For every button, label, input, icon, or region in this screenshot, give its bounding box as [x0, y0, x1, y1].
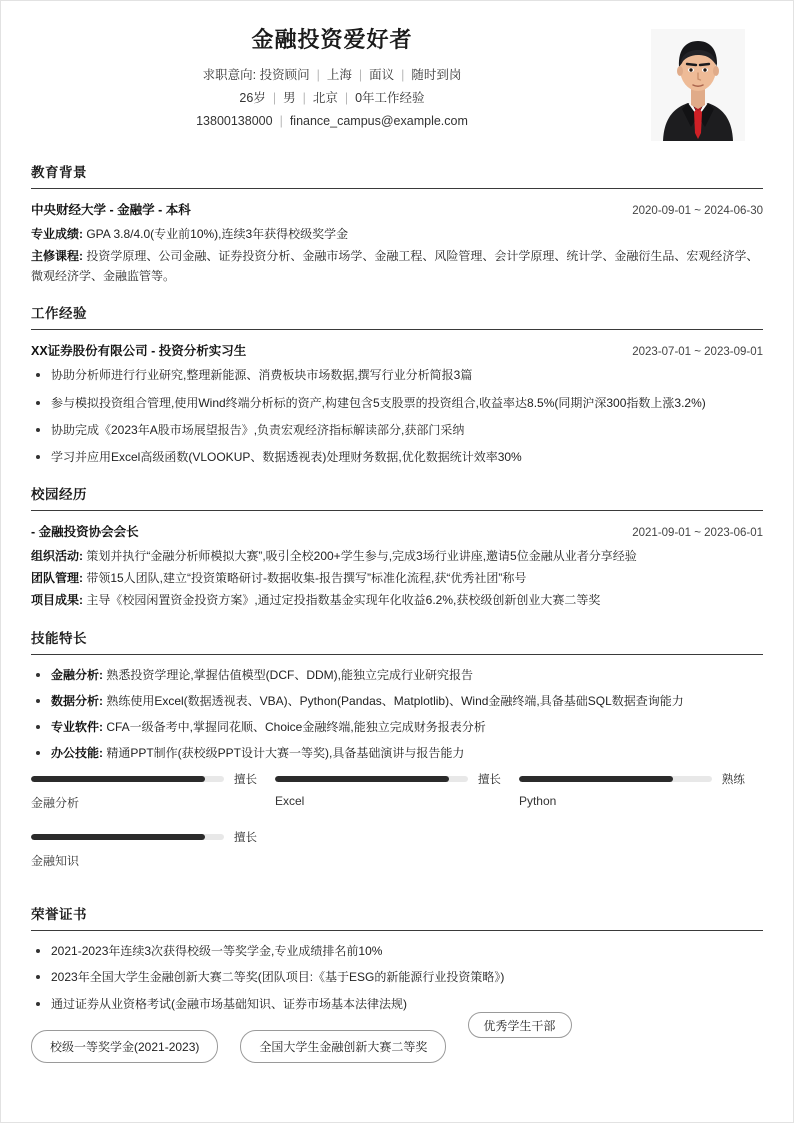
section-divider	[31, 654, 763, 655]
contact-phone[interactable]: 13800138000	[196, 114, 273, 129]
entry-head	[31, 200, 763, 218]
skill-bar-item	[31, 771, 275, 811]
skill-bar-track	[519, 776, 712, 782]
skill-bar-track	[31, 834, 224, 840]
skill-bar-label: 金融知识	[31, 854, 80, 869]
page-title: 金融投资爱好者	[251, 27, 413, 52]
education-detail-key: 专业成绩:	[31, 227, 83, 241]
section-title-skills: 技能特长	[31, 630, 87, 646]
list-item: 2023年全国大学生金融创新大赛二等奖(团队项目:《基于ESG的新能源行业投资策略》)	[31, 968, 763, 987]
education-entry-date: 2020-09-01 ~ 2024-06-30	[632, 205, 763, 217]
personal-age: 26岁	[239, 91, 266, 106]
skill-key: 金融分析:	[51, 667, 103, 682]
skill-bar-level: 熟练	[721, 774, 745, 787]
separator-icon: |	[279, 114, 283, 129]
skill-bar-label: 金融分析	[31, 796, 80, 811]
skill-bar-level: 擅长	[233, 774, 257, 787]
job-intent-salary: 面议	[369, 68, 395, 83]
skill-bar-fill	[519, 776, 673, 782]
honors-tag-group	[31, 1018, 763, 1063]
avatar-illustration-icon	[651, 29, 745, 141]
personal-experience: 0年工作经验	[355, 91, 425, 106]
status-badge[interactable]: 全国大学生金融创新大赛二等奖	[240, 1030, 446, 1063]
skill-key: 办公技能:	[51, 746, 103, 761]
status-badge[interactable]: 优秀学生干部	[468, 1012, 572, 1038]
skill-bar-track	[31, 776, 224, 782]
skill-bar-item	[31, 829, 275, 869]
skill-value: 熟练使用Excel(数据透视表、VBA)、Python(Pandas、Matplotlib)、Wind金融终端,具备基础SQL数据查询能力	[103, 693, 684, 708]
resume-header	[31, 27, 763, 145]
separator-icon: |	[401, 68, 405, 83]
list-item: 学习并应用Excel高级函数(VLOOKUP、数据透视表)处理财务数据,优化数据统计效率30%	[31, 448, 763, 467]
campus-detail-line	[31, 569, 763, 589]
skill-bar-group	[31, 771, 763, 887]
entry-head	[31, 522, 763, 540]
skill-bar-fill	[275, 776, 449, 782]
work-bullet-list	[31, 366, 763, 467]
job-intent-line	[31, 67, 633, 84]
skill-bar-label: Python	[518, 794, 557, 809]
campus-detail-value: 带领15人团队,建立“投资策略研讨-数据收集-报告撰写”标准化流程,获“优秀社团”称号	[83, 570, 527, 585]
skill-bar-row	[519, 771, 745, 787]
education-entry-title: 中央财经大学 - 金融学 - 本科	[31, 203, 191, 217]
section-title-campus: 校园经历	[31, 487, 87, 503]
section-work-experience	[31, 302, 763, 467]
list-item	[31, 666, 763, 685]
skill-bar-fill	[31, 776, 205, 782]
campus-detail-key: 项目成果:	[31, 592, 83, 607]
skill-bar-fill	[31, 834, 205, 840]
section-title-education: 教育背景	[31, 165, 87, 180]
skill-value: CFA一级备考中,掌握同花顺、Choice金融终端,能独立完成财务报表分析	[103, 719, 486, 734]
personal-location: 北京	[312, 91, 338, 106]
job-intent-label: 求职意向:	[202, 68, 257, 83]
job-intent-availability: 随时到岗	[411, 68, 462, 83]
campus-detail-value: 策划并执行“金融分析师模拟大赛”,吸引全校200+学生参与,完成3场行业讲座,邀请5位金融从业者分享经验	[83, 549, 637, 564]
list-item: 协助分析师进行行业研究,整理新能源、消费板块市场数据,撰写行业分析简报3篇	[31, 366, 763, 385]
campus-detail-line	[31, 547, 763, 567]
list-item: 参与模拟投资组合管理,使用Wind终端分析标的资产,构建包含5支股票的投资组合,收益率达8.5%(同期沪深300指数上涨3.2%)	[31, 394, 763, 413]
personal-gender: 男	[283, 91, 296, 106]
section-honors	[31, 903, 763, 1063]
section-divider	[31, 930, 763, 931]
skill-bar-label: Excel	[274, 794, 305, 809]
contact-line	[31, 113, 633, 130]
skills-bullet-list	[31, 666, 763, 764]
list-item: 协助完成《2023年A股市场展望报告》,负责宏观经济指标解读部分,获部门采纳	[31, 421, 763, 440]
campus-detail-line	[31, 591, 763, 611]
section-divider	[31, 188, 763, 189]
education-detail-value: 投资学原理、公司金融、证券投资分析、金融市场学、金融工程、风险管理、会计学原理、统计学、金融衍生品、宏观经济学、微观经济学、金融监管等。	[31, 248, 759, 283]
work-entry-title: XX证券股份有限公司 - 投资分析实习生	[31, 344, 247, 359]
campus-detail-key: 组织活动:	[31, 549, 83, 564]
section-divider	[31, 329, 763, 330]
separator-icon: |	[272, 91, 277, 106]
contact-email[interactable]: finance_campus@example.com	[289, 114, 468, 129]
skill-bar-row	[31, 771, 257, 787]
list-item: 通过证券从业资格考试(金融市场基础知识、证券市场基本法律法规)	[31, 995, 763, 1014]
list-item: 2021-2023年连续3次获得校级一等奖学金,专业成绩排名前10%	[31, 942, 763, 961]
personal-info-line	[31, 90, 633, 107]
avatar	[651, 29, 745, 141]
section-title-work: 工作经验	[31, 306, 87, 322]
skill-bar-row	[275, 771, 501, 787]
status-badge[interactable]: 校级一等奖学金(2021-2023)	[31, 1030, 218, 1063]
skill-bar-track	[275, 776, 468, 782]
campus-entry-date: 2021-09-01 ~ 2023-06-01	[632, 527, 763, 540]
separator-icon: |	[358, 68, 363, 83]
list-item	[31, 692, 763, 711]
separator-icon: |	[316, 68, 320, 83]
education-detail-line	[31, 247, 763, 287]
skill-value: 精通PPT制作(获校级PPT设计大赛一等奖),具备基础演讲与报告能力	[103, 746, 465, 761]
work-entry-date: 2023-07-01 ~ 2023-09-01	[632, 346, 763, 359]
skill-bar-item	[519, 771, 763, 811]
section-skills	[31, 627, 763, 888]
skill-bar-row	[31, 829, 257, 845]
section-title-honors: 荣誉证书	[31, 907, 87, 923]
job-intent-city: 上海	[326, 68, 352, 83]
skill-bar-level: 擅长	[233, 832, 257, 845]
skill-key: 数据分析:	[51, 693, 103, 708]
education-detail-key: 主修课程:	[31, 248, 83, 263]
campus-entry-title: - 金融投资协会会长	[31, 525, 139, 540]
list-item	[31, 718, 763, 737]
section-education	[31, 161, 763, 286]
skill-bar-item	[275, 771, 519, 811]
campus-entry	[31, 522, 763, 610]
education-detail-value: GPA 3.8/4.0(专业前10%),连续3年获得校级奖学金	[83, 227, 349, 241]
skill-value: 熟悉投资学理论,掌握估值模型(DCF、DDM),能独立完成行业研究报告	[103, 667, 473, 682]
education-entry	[31, 200, 763, 286]
section-divider	[31, 510, 763, 511]
list-item	[31, 744, 763, 763]
education-detail-line	[31, 225, 763, 245]
entry-head	[31, 341, 763, 359]
skill-key: 专业软件:	[51, 719, 103, 734]
work-entry	[31, 341, 763, 467]
separator-icon: |	[344, 91, 349, 106]
campus-detail-key: 团队管理:	[31, 570, 83, 585]
section-campus-experience	[31, 483, 763, 610]
job-intent-position: 投资顾问	[259, 68, 310, 83]
honors-bullet-list	[31, 942, 763, 1014]
campus-detail-value: 主导《校园闲置资金投资方案》,通过定投指数基金实现年化收益6.2%,获校级创新创业大赛二等奖	[83, 592, 601, 607]
skill-bar-level: 擅长	[477, 774, 501, 787]
separator-icon: |	[302, 91, 306, 106]
